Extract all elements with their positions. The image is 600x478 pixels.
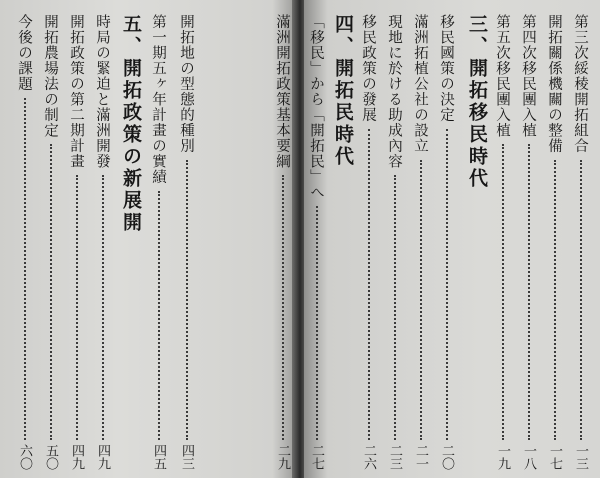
toc-page-number: 二〇 <box>439 444 454 470</box>
toc-entry-label: 滿洲拓植公社の設立 <box>412 14 428 154</box>
toc-page-number: 二七 <box>309 444 324 470</box>
toc-entry-basic-policy-outline <box>272 14 293 474</box>
toc-page-number: 二三 <box>387 444 402 470</box>
dot-leader <box>186 160 188 441</box>
toc-entry-label: 開拓農場法の制定 <box>42 14 58 138</box>
toc-section-heading-4 <box>330 14 357 474</box>
dot-leader <box>102 175 104 440</box>
toc-entry-label: 開拓關係機關の整備 <box>546 14 562 154</box>
toc-page-number: 二九 <box>275 444 290 470</box>
toc-entry-label: 第四次移民團入植 <box>520 14 536 138</box>
dot-leader <box>446 129 448 441</box>
dot-leader <box>50 144 52 440</box>
left-page <box>0 0 296 478</box>
toc-entry-label: 時局の緊迫と滿洲開發 <box>94 14 110 169</box>
toc-entry-label: 開拓政策の第二期計畫 <box>68 14 84 169</box>
toc-entry-label: 第五次移民團入植 <box>494 14 510 138</box>
toc-entry-label: 開拓地の型態的種別 <box>178 14 194 154</box>
toc-entry-fifth-group <box>492 14 513 474</box>
toc-entry-crisis-and-development <box>92 14 113 474</box>
toc-page-number: 二一 <box>413 444 428 470</box>
toc-section-heading-3 <box>464 14 491 474</box>
section-heading: 四、開拓民時代 <box>332 14 354 168</box>
toc-entry-fourth-group <box>518 14 539 474</box>
toc-page-number: 二六 <box>361 444 376 470</box>
dot-leader <box>554 160 556 441</box>
toc-entry-farm-law <box>40 14 61 474</box>
toc-entry-label: 第三次綏稜開拓組合 <box>572 14 588 154</box>
right-page <box>304 0 600 478</box>
toc-entry-label: 現地に於ける助成內容 <box>386 14 402 169</box>
toc-entry-future-issues <box>14 14 35 474</box>
toc-entry-label: 今後の課題 <box>16 14 32 92</box>
toc-entry-policy-development <box>358 14 379 474</box>
toc-page-number: 四五 <box>151 444 166 470</box>
toc-page-number: 四九 <box>95 444 110 470</box>
section-heading: 三、開拓移民時代 <box>466 14 488 190</box>
toc-entry-national-policy <box>436 14 457 474</box>
dot-leader <box>528 144 530 440</box>
toc-page-number: 一九 <box>495 444 510 470</box>
dot-leader <box>368 129 370 441</box>
toc-entry-second-period-plan <box>66 14 87 474</box>
dot-leader <box>394 175 396 440</box>
toc-page-number: 一八 <box>521 444 536 470</box>
toc-entry-label: 第一期五ヶ年計畫の實績 <box>150 14 166 185</box>
toc-section-heading-5 <box>118 14 145 474</box>
toc-page-number: 一三 <box>573 444 588 470</box>
toc-page-number: 四三 <box>179 444 194 470</box>
toc-entry-shapes-of-settlement <box>176 14 197 474</box>
toc-entry-label: 滿洲開拓政策基本要綱 <box>274 14 290 169</box>
toc-entry-colonization-company <box>410 14 431 474</box>
dot-leader <box>282 175 284 440</box>
toc-entry-first-five-year-plan <box>148 14 169 474</box>
toc-entry-immigrants-to-settlers <box>306 14 327 474</box>
toc-page-number: 五〇 <box>43 444 58 470</box>
toc-page-number: 一七 <box>547 444 562 470</box>
dot-leader <box>158 191 160 441</box>
dot-leader <box>580 160 582 441</box>
toc-entry-third-suiling-union <box>570 14 591 474</box>
toc-entry-agencies <box>544 14 565 474</box>
toc-entry-label: 移民政策の發展 <box>360 14 376 123</box>
toc-entry-label: 「移民」から「開拓民」へ <box>308 14 324 200</box>
toc-page-number: 四九 <box>69 444 84 470</box>
dot-leader <box>76 175 78 440</box>
dot-leader <box>502 144 504 440</box>
toc-entry-local-assistance <box>384 14 405 474</box>
toc-page-number: 六〇 <box>17 444 32 470</box>
dot-leader <box>420 160 422 441</box>
section-heading: 五、開拓政策の新展開 <box>120 14 142 234</box>
toc-entry-label: 移民國策の決定 <box>438 14 454 123</box>
dot-leader <box>24 98 26 441</box>
dot-leader <box>316 206 318 440</box>
